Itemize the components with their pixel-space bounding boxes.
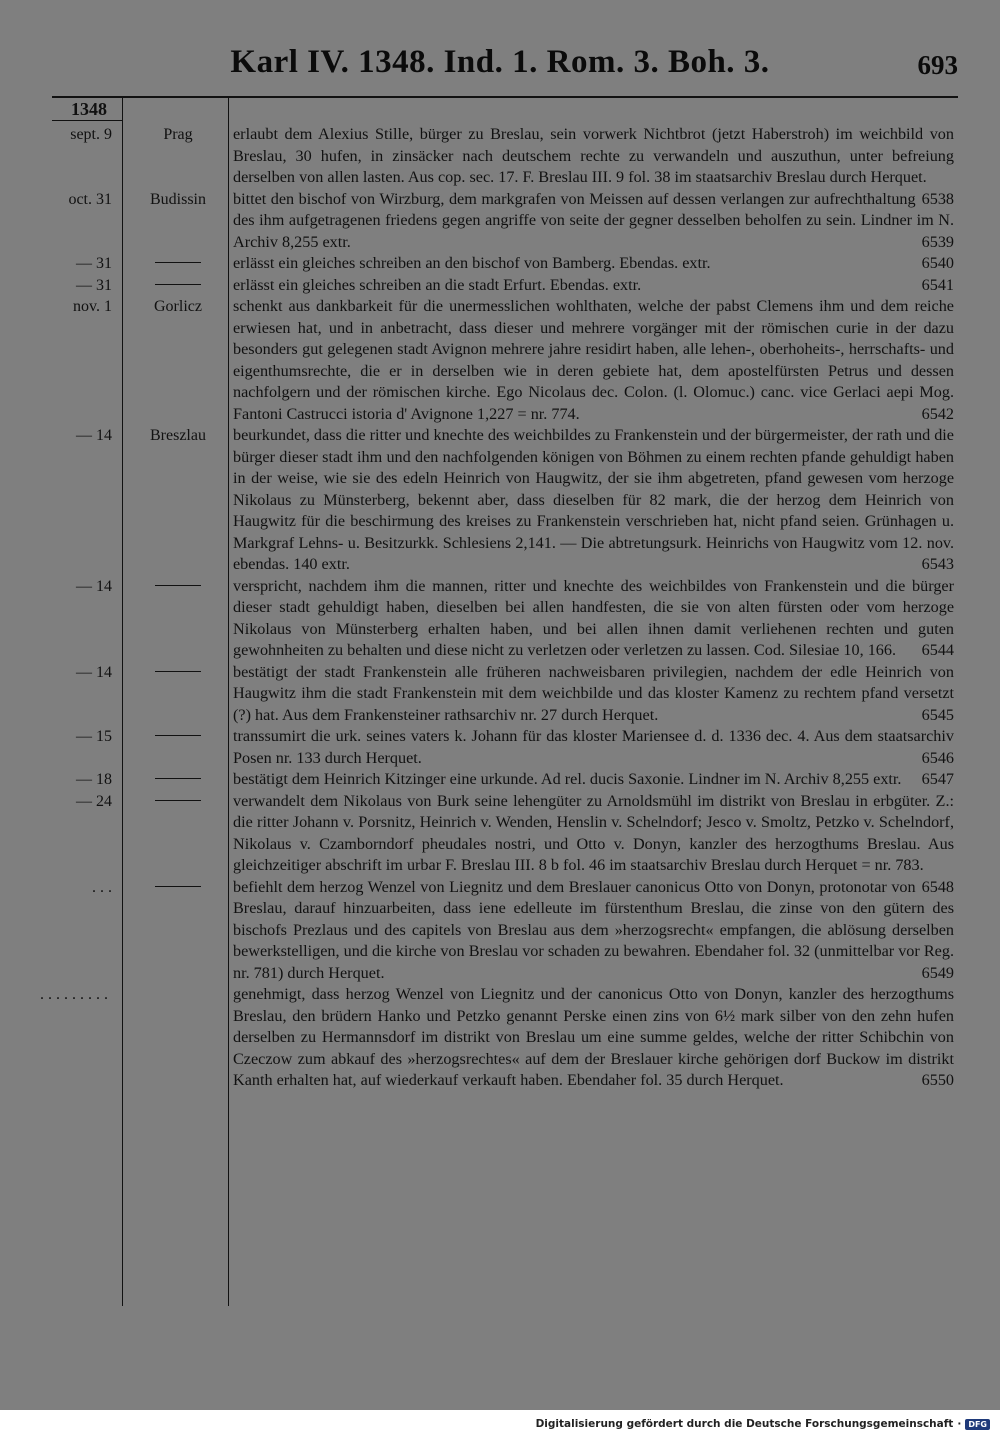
header-rule xyxy=(52,96,958,98)
entry-text-body: befiehlt dem herzog Wenzel von Liegnitz und dem Breslauer canonicus Otto von Donyn, protonotar von Breslau, darauf hinzuarbeiten, dass iene edelleute im fürstenthum Breslau, die zinse von den gütern des bischofs Prezlaus und des capitels von Breslau aus dem »herzogsrecht« empfangen, die ablösung derselben bewerkstelligen, und die kirche von Breslau vor schaden zu bewahren. Ebendaher fol. 32 (unmittelbar vor Reg. nr. 781) durch Herquet. xyxy=(233,877,954,982)
entry-text xyxy=(233,662,954,727)
entry-number: 6542 xyxy=(921,404,954,423)
entry-date: sept. 9 xyxy=(70,126,112,143)
entry-text xyxy=(233,189,954,254)
running-header-title: Karl IV. 1348. Ind. 1. Rom. 3. Boh. 3. xyxy=(230,44,770,80)
entry-number: 6545 xyxy=(921,705,954,724)
entry-date: nov. 1 xyxy=(73,298,112,315)
register-entry xyxy=(0,984,1000,1092)
entry-place-ditto xyxy=(128,791,228,813)
entry-date: oct. 31 xyxy=(68,190,112,208)
register-entry xyxy=(0,425,1000,576)
entry-text xyxy=(233,984,954,1092)
entry-text xyxy=(233,124,954,208)
entry-number: 6540 xyxy=(921,254,954,272)
entry-date: . . . xyxy=(92,878,112,896)
entry-text-body: verwandelt dem Nikolaus von Burk seine lehengüter zu Arnoldsmühl im distrikt von Breslau in erbgüter. Z.: die ritter Johann v. Porsnitz, Heinrich v. Wenden, Henslin v. Schelndorf; Jesco v. Smoltz, Petzko v. Schelndorf, Nikolaus v. Czamborndorf pheudales nostri, und Otto v. Donyn, kanzler des herzogthums Breslau. Aus gleichzeitiger abschrift im urbar F. Breslau III. 8 b fol. 46 im staatsarchiv Breslau durch Herquet = nr. 783. xyxy=(233,791,954,874)
entry-number: 6539 xyxy=(921,232,954,251)
entry-place-ditto xyxy=(128,877,228,899)
entry-place-ditto xyxy=(128,726,228,748)
entry-text-body: beurkundet, dass die ritter und knechte des weichbildes zu Frankenstein und der bürgermeister, der rath und die bürger dieser stadt ihm und den nachfolgenden königen von Böhmen zu einem rechten pfande gehuldigt haben in der weise, wie sie des edeln Heinrich von Haugwitz, der sie ihm abgetreten, pfand gewesen vom herzoge Nikolaus zu Münsterberg, bekennt aber, dass dieselben für 82 mark, die der herzog dem Heinrich von Haugwitz für die beschirmung des kreises zu Frankenstein verschrieben hat, nicht pfand seien. Grünhagen u. Markgraf Lehns- u. Besitzurkk. Schlesiens 2,141. — Die abtretungsurk. Heinrichs von Haugwitz vom 12. nov. ebendas. 140 extr. xyxy=(233,426,954,573)
entry-text-body: bittet den bischof von Wirzburg, dem markgrafen von Meissen auf dessen verlangen zur aufrechthaltung des ihm aufgetragenen friedens gegen angriffe von seite der gegner desselben beholfen zu sein. Lindner im N. Archiv 8,255 extr. xyxy=(233,189,954,251)
entry-text xyxy=(233,253,954,275)
entry-number: 6541 xyxy=(921,275,954,294)
entry-text xyxy=(233,791,954,896)
entry-text-body: transsumirt die urk. seines vaters k. Johann für das kloster Mariensee d. d. 1336 dec. 4. Aus dem staatsarchiv Posen nr. 133 durch Herquet. xyxy=(233,727,954,767)
ditto-mark xyxy=(155,671,201,672)
entry-date: — 14 xyxy=(76,663,112,681)
entry-place: Budissin xyxy=(149,190,206,208)
entry-number: 6547 xyxy=(921,770,954,788)
register-entries xyxy=(0,124,1000,1092)
register-entry xyxy=(0,877,1000,985)
entry-number: 6544 xyxy=(921,641,954,659)
footer-credit: Digitalisierung gefördert durch die Deutsche Forschungsgemeinschaft xyxy=(535,1418,954,1430)
ditto-mark xyxy=(155,778,201,779)
register-entry xyxy=(0,275,1000,297)
entry-number: 6538 xyxy=(921,189,954,208)
entry-place: Breszlau xyxy=(150,427,206,444)
entry-text xyxy=(233,425,954,576)
entry-text-body: bestätigt dem Heinrich Kitzinger eine urkunde. Ad rel. ducis Saxonie. Lindner im N. Archiv 8,255 extr. xyxy=(233,770,902,788)
entry-text-body: erlässt ein gleiches schreiben an die stadt Erfurt. Ebendas. extr. xyxy=(233,275,642,294)
ditto-mark xyxy=(155,735,201,736)
entry-date: — 18 xyxy=(76,771,112,788)
entry-place-ditto xyxy=(128,253,228,275)
entry-date: — 31 xyxy=(76,255,112,272)
entry-date: — 14 xyxy=(76,427,112,444)
register-entry xyxy=(0,662,1000,727)
entry-date: . . . . . . . . . xyxy=(40,986,108,1003)
entry-place: Prag xyxy=(163,126,193,143)
entry-text xyxy=(233,877,954,985)
entry-place-ditto xyxy=(128,275,228,297)
entry-text xyxy=(233,769,954,791)
register-entry xyxy=(0,791,1000,896)
entry-number: 6543 xyxy=(921,555,954,573)
entry-place: Gorlicz xyxy=(154,298,202,315)
page-number: 693 xyxy=(917,50,958,80)
entry-date: — 14 xyxy=(76,577,112,595)
entry-number: 6546 xyxy=(921,748,954,767)
entry-text xyxy=(233,726,954,769)
ditto-mark xyxy=(155,262,201,263)
ditto-mark xyxy=(155,585,201,586)
entry-number: 6550 xyxy=(921,1071,954,1089)
year-heading: 1348 xyxy=(71,99,107,119)
entry-place-ditto xyxy=(128,662,228,684)
entry-text xyxy=(233,275,954,297)
entry-date: — 31 xyxy=(76,276,112,294)
entry-text xyxy=(233,576,954,662)
entry-number: 6549 xyxy=(921,963,954,982)
register-entry xyxy=(0,769,1000,791)
ditto-mark xyxy=(155,800,201,801)
entry-text xyxy=(233,296,954,425)
entry-date: — 24 xyxy=(76,792,112,810)
entry-text-body: bestätigt der stadt Frankenstein alle früheren nachweisbaren privilegien, nachdem der edle Heinrich von Haugwitz ihm die stadt Frankenstein mit dem weichbilde und das kloster Kamenz zu rechtem pfand versetzt (?) hat. Aus dem Frankensteiner rathsarchiv nr. 27 durch Herquet. xyxy=(233,662,954,724)
entry-place-ditto xyxy=(128,769,228,791)
register-entry xyxy=(0,726,1000,769)
ditto-mark xyxy=(155,284,201,285)
register-entry xyxy=(0,296,1000,425)
digitization-footer xyxy=(536,1418,990,1430)
entry-place-ditto xyxy=(128,576,228,598)
entry-text-body: schenkt aus dankbarkeit für die unermesslichen wohlthaten, welche der pabst Clemens ihm und dem reiche erwiesen hat, und in anbetracht, dass dieser und mehrere vorgänger mit der römischen curie in der dazu besonders gut gelegenen stadt Avignon mehrere jahre residirt haben, alle lehen-, oberhoheits-, herrschafts- und eigenthumsrechte, die er in derselben wie in deren gebiete hat, dem apostelfürsten Petrus und dessen nachfolgern und der römischen kirche. Ego Nicolaus dec. Colon. (l. Olomuc.) canc. vice Gerlaci aepi Mog. Fantoni Castrucci istoria d' Avignone 1,227 = nr. 774. xyxy=(233,297,954,423)
entry-text-body: genehmigt, dass herzog Wenzel von Liegnitz und der canonicus Otto von Donyn, kanzler des herzogthums Breslau, den brüdern Hanko und Petzko genannt Perske einen zins von 6½ mark silber von den zehn hufen derselben zu Hermannsdorf im distrikt von Breslau um eine summe geldes, welche der ritter Schibchin von Czeczow zum abkauf des »herzogsrechtes« auf dem der Breslauer kirche gehörigen dorf Buckow im distrikt Kanth erhalten hat, auf wiederkauf verkauft haben. Ebendaher fol. 35 durch Herquet. xyxy=(233,985,954,1089)
entry-text-body: verspricht, nachdem ihm die mannen, ritter und knechte des weichbildes von Frankenstein und die bürger dieser stadt gehuldigt haben, dieselben bei allen handfesten, die sie von alten fürsten oder vom herzoge Nikolaus von Münsterberg erhalten haben, und bei allen ihnen damit verliehenen rechten und guten gewohnheiten zu behalten und diese nicht zu verletzen oder verletzen zu lassen. Cod. Silesiae 10, 166. xyxy=(233,576,954,659)
entry-number: 6548 xyxy=(921,877,954,896)
entry-text-body: erlässt ein gleiches schreiben an den bischof von Bamberg. Ebendas. extr. xyxy=(233,254,711,272)
entry-date: — 15 xyxy=(76,728,112,745)
year-underline xyxy=(52,120,122,121)
register-entry xyxy=(0,189,1000,254)
entry-text-body: erlaubt dem Alexius Stille, bürger zu Breslau, sein vorwerk Nichtbrot (jetzt Haberstroh) im weichbild von Breslau, 30 hufen, in zinsäcker nach deutschem rechte zu verwandeln und auszuthun, unter befreiung derselben von allen lasten. Aus cop. sec. 17. F. Breslau III. 9 fol. 38 im staatsarchiv Breslau durch Herquet. xyxy=(233,125,954,186)
register-entry xyxy=(0,253,1000,275)
dfg-logo-icon: DFG xyxy=(965,1419,990,1430)
register-entry xyxy=(0,576,1000,662)
ditto-mark xyxy=(155,886,201,887)
footer-separator: · xyxy=(957,1418,962,1430)
